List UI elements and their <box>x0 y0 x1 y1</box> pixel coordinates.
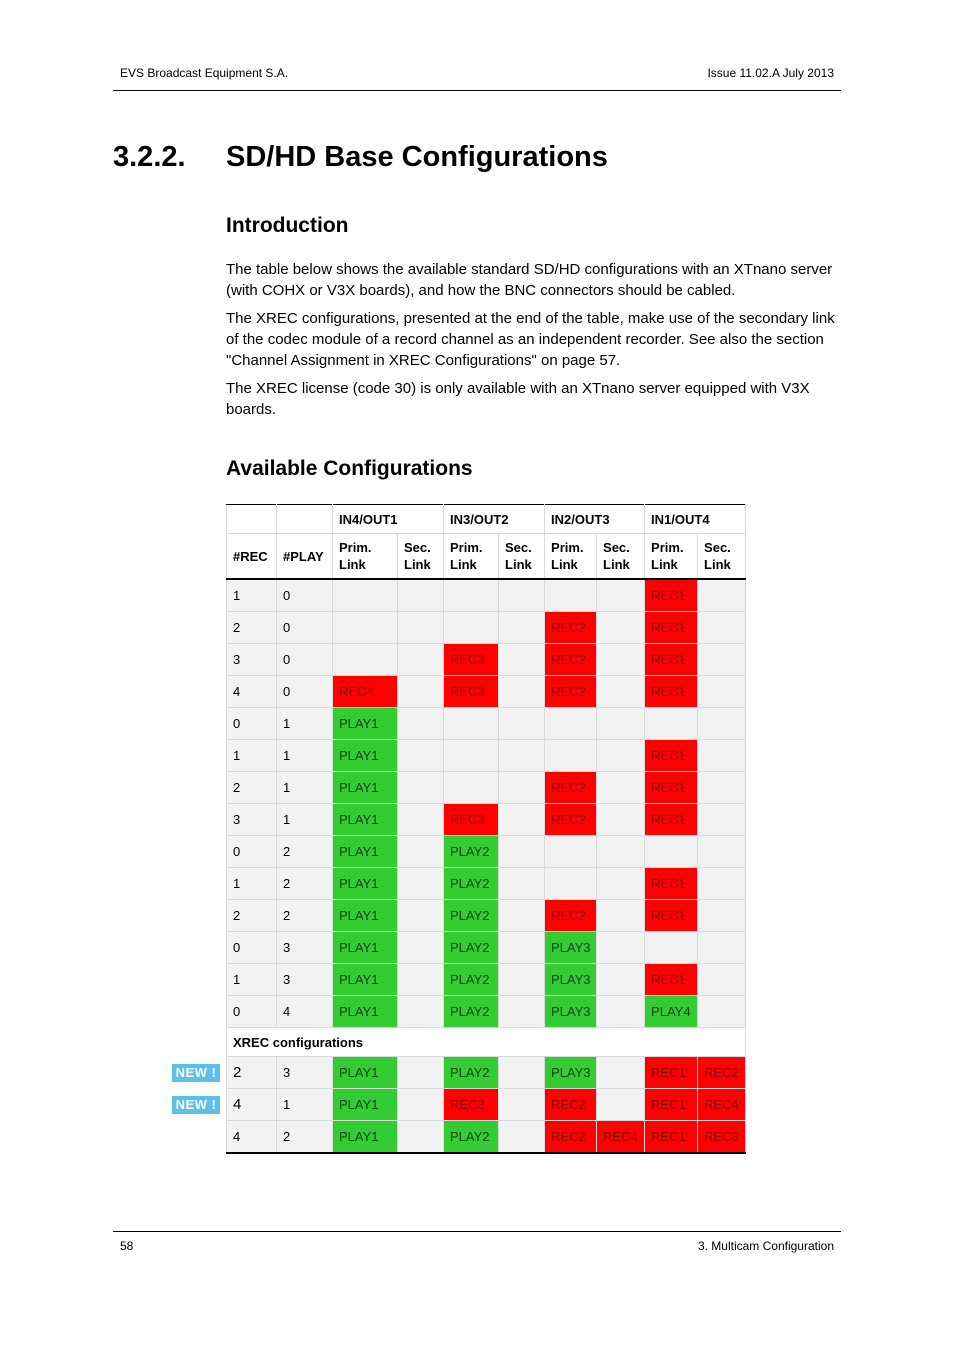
table-cell: 0 <box>227 996 277 1028</box>
table-cell: 0 <box>277 612 333 644</box>
table-cell: PLAY1 <box>333 932 398 964</box>
table-cell <box>398 1057 444 1089</box>
table-cell: 2 <box>277 1121 333 1154</box>
section-heading <box>113 141 608 174</box>
table-cell: REC1 <box>645 1089 698 1121</box>
table-cell: PLAY1 <box>333 996 398 1028</box>
table-cell: 1 <box>277 740 333 772</box>
table-cell: REC4 <box>333 676 398 708</box>
table-cell <box>545 868 597 900</box>
table-cell <box>499 1121 545 1154</box>
intro-paragraph-1: The table below shows the available standard SD/HD configurations with an XTnano server (with COHX or V3X boards), and how the BNC connectors should be cabled. <box>226 261 833 299</box>
table-row <box>227 1121 746 1154</box>
table-cell: PLAY2 <box>444 1057 499 1089</box>
table-cell: PLAY2 <box>444 836 499 868</box>
table-cell <box>597 964 645 996</box>
column-header: Prim. Link <box>444 534 499 580</box>
available-configurations-heading: Available Configurations <box>226 457 473 480</box>
table-cell <box>698 644 746 676</box>
new-badge: NEW ! <box>172 1064 220 1082</box>
table-cell: PLAY4 <box>645 996 698 1028</box>
table-cell: REC2 <box>545 772 597 804</box>
table-cell: 2 <box>227 900 277 932</box>
table-cell: 1 <box>227 579 277 612</box>
table-cell: REC2 <box>545 1089 597 1121</box>
table-cell <box>333 644 398 676</box>
table-cell: REC1 <box>645 772 698 804</box>
group-header: IN2/OUT3 <box>545 505 645 534</box>
table-cell <box>444 579 499 612</box>
table-cell: REC3 <box>444 1089 499 1121</box>
table-cell <box>645 708 698 740</box>
table-cell: REC2 <box>698 1057 746 1089</box>
table-cell <box>398 740 444 772</box>
table-cell <box>499 612 545 644</box>
table-cell: 2 <box>277 836 333 868</box>
table-cell <box>398 612 444 644</box>
table-cell <box>698 868 746 900</box>
table-cell: REC4 <box>597 1121 645 1154</box>
table-cell: 2 <box>227 612 277 644</box>
intro-paragraph-2: The XREC configurations, presented at the end of the table, make use of the secondary link of the codec module of a record channel as an independent recorder. See also the section "Channel Assignment in XREC Configurations" on page 57. <box>226 310 835 369</box>
group-header: IN4/OUT1 <box>333 505 444 534</box>
column-header: Prim. Link <box>645 534 698 580</box>
table-cell: REC1 <box>645 1121 698 1154</box>
table-cell <box>333 579 398 612</box>
table-cell: PLAY2 <box>444 900 499 932</box>
table-cell <box>545 579 597 612</box>
table-cell <box>499 932 545 964</box>
table-cell: 1 <box>227 740 277 772</box>
group-header: IN3/OUT2 <box>444 505 545 534</box>
table-cell: PLAY1 <box>333 868 398 900</box>
table-row <box>227 708 746 740</box>
column-header: Sec. Link <box>499 534 545 580</box>
section-title: SD/HD Base Configurations <box>226 141 608 173</box>
table-cell <box>698 932 746 964</box>
intro-paragraph-3: The XREC license (code 30) is only available with an XTnano server equipped with V3X boards. <box>226 380 810 418</box>
table-cell <box>597 1089 645 1121</box>
table-cell <box>597 772 645 804</box>
table-cell <box>398 932 444 964</box>
table-cell <box>597 579 645 612</box>
table-cell <box>597 996 645 1028</box>
group-header-row <box>227 505 746 534</box>
table-cell <box>499 868 545 900</box>
table-cell <box>398 1089 444 1121</box>
new-badge: NEW ! <box>172 1096 220 1114</box>
table-cell: PLAY2 <box>444 964 499 996</box>
table-cell: 2 <box>227 1057 277 1089</box>
table-cell: PLAY1 <box>333 804 398 836</box>
table-cell: REC2 <box>545 676 597 708</box>
table-cell: REC3 <box>444 644 499 676</box>
table-cell <box>398 579 444 612</box>
table-cell: PLAY1 <box>333 836 398 868</box>
table-cell <box>398 1121 444 1154</box>
group-header: IN1/OUT4 <box>645 505 746 534</box>
table-cell: 3 <box>277 964 333 996</box>
table-cell: 0 <box>277 644 333 676</box>
table-cell <box>499 579 545 612</box>
table-cell: REC1 <box>645 644 698 676</box>
table-cell: REC3 <box>444 676 499 708</box>
table-cell: 2 <box>277 868 333 900</box>
table-cell <box>698 964 746 996</box>
table-cell <box>398 644 444 676</box>
table-cell: 3 <box>227 644 277 676</box>
introduction-heading: Introduction <box>226 214 349 237</box>
table-row <box>227 932 746 964</box>
table-cell: 0 <box>227 708 277 740</box>
table-row <box>227 644 746 676</box>
xrec-section-row <box>227 1028 746 1057</box>
column-header: #PLAY <box>277 534 333 580</box>
column-header: Sec. Link <box>698 534 746 580</box>
table-cell <box>499 740 545 772</box>
table-cell: PLAY1 <box>333 772 398 804</box>
table-cell: 2 <box>227 772 277 804</box>
table-row <box>227 804 746 836</box>
table-cell <box>698 836 746 868</box>
table-cell <box>698 612 746 644</box>
table-cell <box>597 644 645 676</box>
table-cell <box>645 836 698 868</box>
table-cell <box>698 740 746 772</box>
table-cell: PLAY3 <box>545 996 597 1028</box>
column-header: #REC <box>227 534 277 580</box>
table-cell: REC2 <box>545 644 597 676</box>
table-cell: 3 <box>277 932 333 964</box>
table-cell <box>499 644 545 676</box>
table-cell: REC1 <box>645 804 698 836</box>
table-cell <box>499 900 545 932</box>
table-cell <box>698 804 746 836</box>
table-cell: REC2 <box>545 804 597 836</box>
table-cell <box>444 708 499 740</box>
table-cell: 1 <box>277 772 333 804</box>
table-cell: PLAY1 <box>333 1089 398 1121</box>
table-row <box>227 772 746 804</box>
table-cell: PLAY2 <box>444 996 499 1028</box>
table-cell: REC1 <box>645 964 698 996</box>
table-cell: REC1 <box>645 612 698 644</box>
table-cell: PLAY3 <box>545 1057 597 1089</box>
footer-page-number: 58 <box>120 1239 134 1253</box>
table-cell: PLAY1 <box>333 740 398 772</box>
configurations-table <box>226 504 746 1154</box>
table-cell: 3 <box>277 1057 333 1089</box>
table-cell: 1 <box>277 804 333 836</box>
table-cell: REC3 <box>444 804 499 836</box>
table-cell: 0 <box>277 579 333 612</box>
table-cell: REC1 <box>645 676 698 708</box>
table-cell <box>597 804 645 836</box>
table-row <box>227 676 746 708</box>
table-cell: 0 <box>277 676 333 708</box>
table-row <box>227 740 746 772</box>
table-cell <box>398 676 444 708</box>
table-cell <box>444 612 499 644</box>
table-cell <box>698 996 746 1028</box>
group-header <box>227 505 277 534</box>
table-cell <box>499 708 545 740</box>
table-cell <box>545 836 597 868</box>
table-row <box>227 964 746 996</box>
table-cell <box>499 836 545 868</box>
table-cell: 1 <box>277 1089 333 1121</box>
table-cell <box>444 772 499 804</box>
table-cell <box>597 836 645 868</box>
table-cell <box>398 964 444 996</box>
table-cell: REC4 <box>698 1089 746 1121</box>
table-cell <box>398 836 444 868</box>
column-header: Sec. Link <box>597 534 645 580</box>
table-cell: REC1 <box>645 900 698 932</box>
table-cell: PLAY1 <box>333 1121 398 1154</box>
table-cell <box>645 932 698 964</box>
table-cell <box>545 708 597 740</box>
table-row <box>227 996 746 1028</box>
table-cell <box>499 1057 545 1089</box>
table-row <box>227 868 746 900</box>
table-cell <box>398 868 444 900</box>
table-cell <box>597 676 645 708</box>
table-cell <box>333 612 398 644</box>
table-cell <box>499 996 545 1028</box>
table-cell <box>597 740 645 772</box>
table-row <box>227 1089 746 1121</box>
table-cell: REC2 <box>545 1121 597 1154</box>
column-header-row <box>227 534 746 580</box>
table-cell: 4 <box>227 1089 277 1121</box>
header-company: EVS Broadcast Equipment S.A. <box>120 66 289 80</box>
table-cell <box>597 900 645 932</box>
table-cell: PLAY1 <box>333 964 398 996</box>
table-cell <box>597 612 645 644</box>
table-cell <box>499 1089 545 1121</box>
table-row <box>227 900 746 932</box>
table-cell: REC2 <box>545 900 597 932</box>
section-number: 3.2.2. <box>113 141 186 173</box>
header-issue: Issue 11.02.A July 2013 <box>707 66 834 80</box>
table-cell <box>597 868 645 900</box>
footer-rule <box>113 1231 841 1232</box>
table-cell: REC1 <box>645 868 698 900</box>
table-cell: 4 <box>227 1121 277 1154</box>
table-cell: PLAY2 <box>444 868 499 900</box>
table-cell: PLAY2 <box>444 932 499 964</box>
table-cell: 4 <box>277 996 333 1028</box>
table-cell: 1 <box>277 708 333 740</box>
table-cell <box>398 804 444 836</box>
column-header: Prim. Link <box>545 534 597 580</box>
table-cell <box>398 708 444 740</box>
table-cell <box>398 996 444 1028</box>
table-cell: REC1 <box>645 740 698 772</box>
table-cell: 1 <box>227 868 277 900</box>
group-header <box>277 505 333 534</box>
table-cell <box>698 772 746 804</box>
table-cell: PLAY3 <box>545 932 597 964</box>
table-cell: REC1 <box>645 1057 698 1089</box>
table-cell <box>398 900 444 932</box>
table-cell: PLAY1 <box>333 1057 398 1089</box>
table-cell: 0 <box>227 932 277 964</box>
table-cell: 2 <box>277 900 333 932</box>
table-row <box>227 1057 746 1089</box>
table-cell <box>499 964 545 996</box>
table-cell <box>398 772 444 804</box>
table-cell <box>698 676 746 708</box>
table-row <box>227 836 746 868</box>
footer-chapter: 3. Multicam Configuration <box>697 1239 834 1253</box>
table-cell <box>698 579 746 612</box>
table-cell <box>444 740 499 772</box>
table-cell: PLAY3 <box>545 964 597 996</box>
table-cell: PLAY2 <box>444 1121 499 1154</box>
table-cell <box>499 804 545 836</box>
xrec-section-label: XREC configurations <box>227 1028 746 1057</box>
table-cell: REC1 <box>645 579 698 612</box>
table-cell <box>698 900 746 932</box>
table-cell <box>499 772 545 804</box>
table-cell <box>597 932 645 964</box>
table-row <box>227 612 746 644</box>
header-rule <box>113 90 841 91</box>
column-header: Sec. Link <box>398 534 444 580</box>
table-cell: 3 <box>227 804 277 836</box>
table-cell: PLAY1 <box>333 900 398 932</box>
table-cell <box>698 708 746 740</box>
table-cell <box>597 708 645 740</box>
table-cell: REC2 <box>545 612 597 644</box>
table-cell: 0 <box>227 836 277 868</box>
column-header: Prim. Link <box>333 534 398 580</box>
table-cell <box>545 740 597 772</box>
table-cell <box>597 1057 645 1089</box>
table-cell: 4 <box>227 676 277 708</box>
table-cell <box>499 676 545 708</box>
table-cell: REC3 <box>698 1121 746 1154</box>
table-cell: 1 <box>227 964 277 996</box>
table-row <box>227 579 746 612</box>
table-cell: PLAY1 <box>333 708 398 740</box>
